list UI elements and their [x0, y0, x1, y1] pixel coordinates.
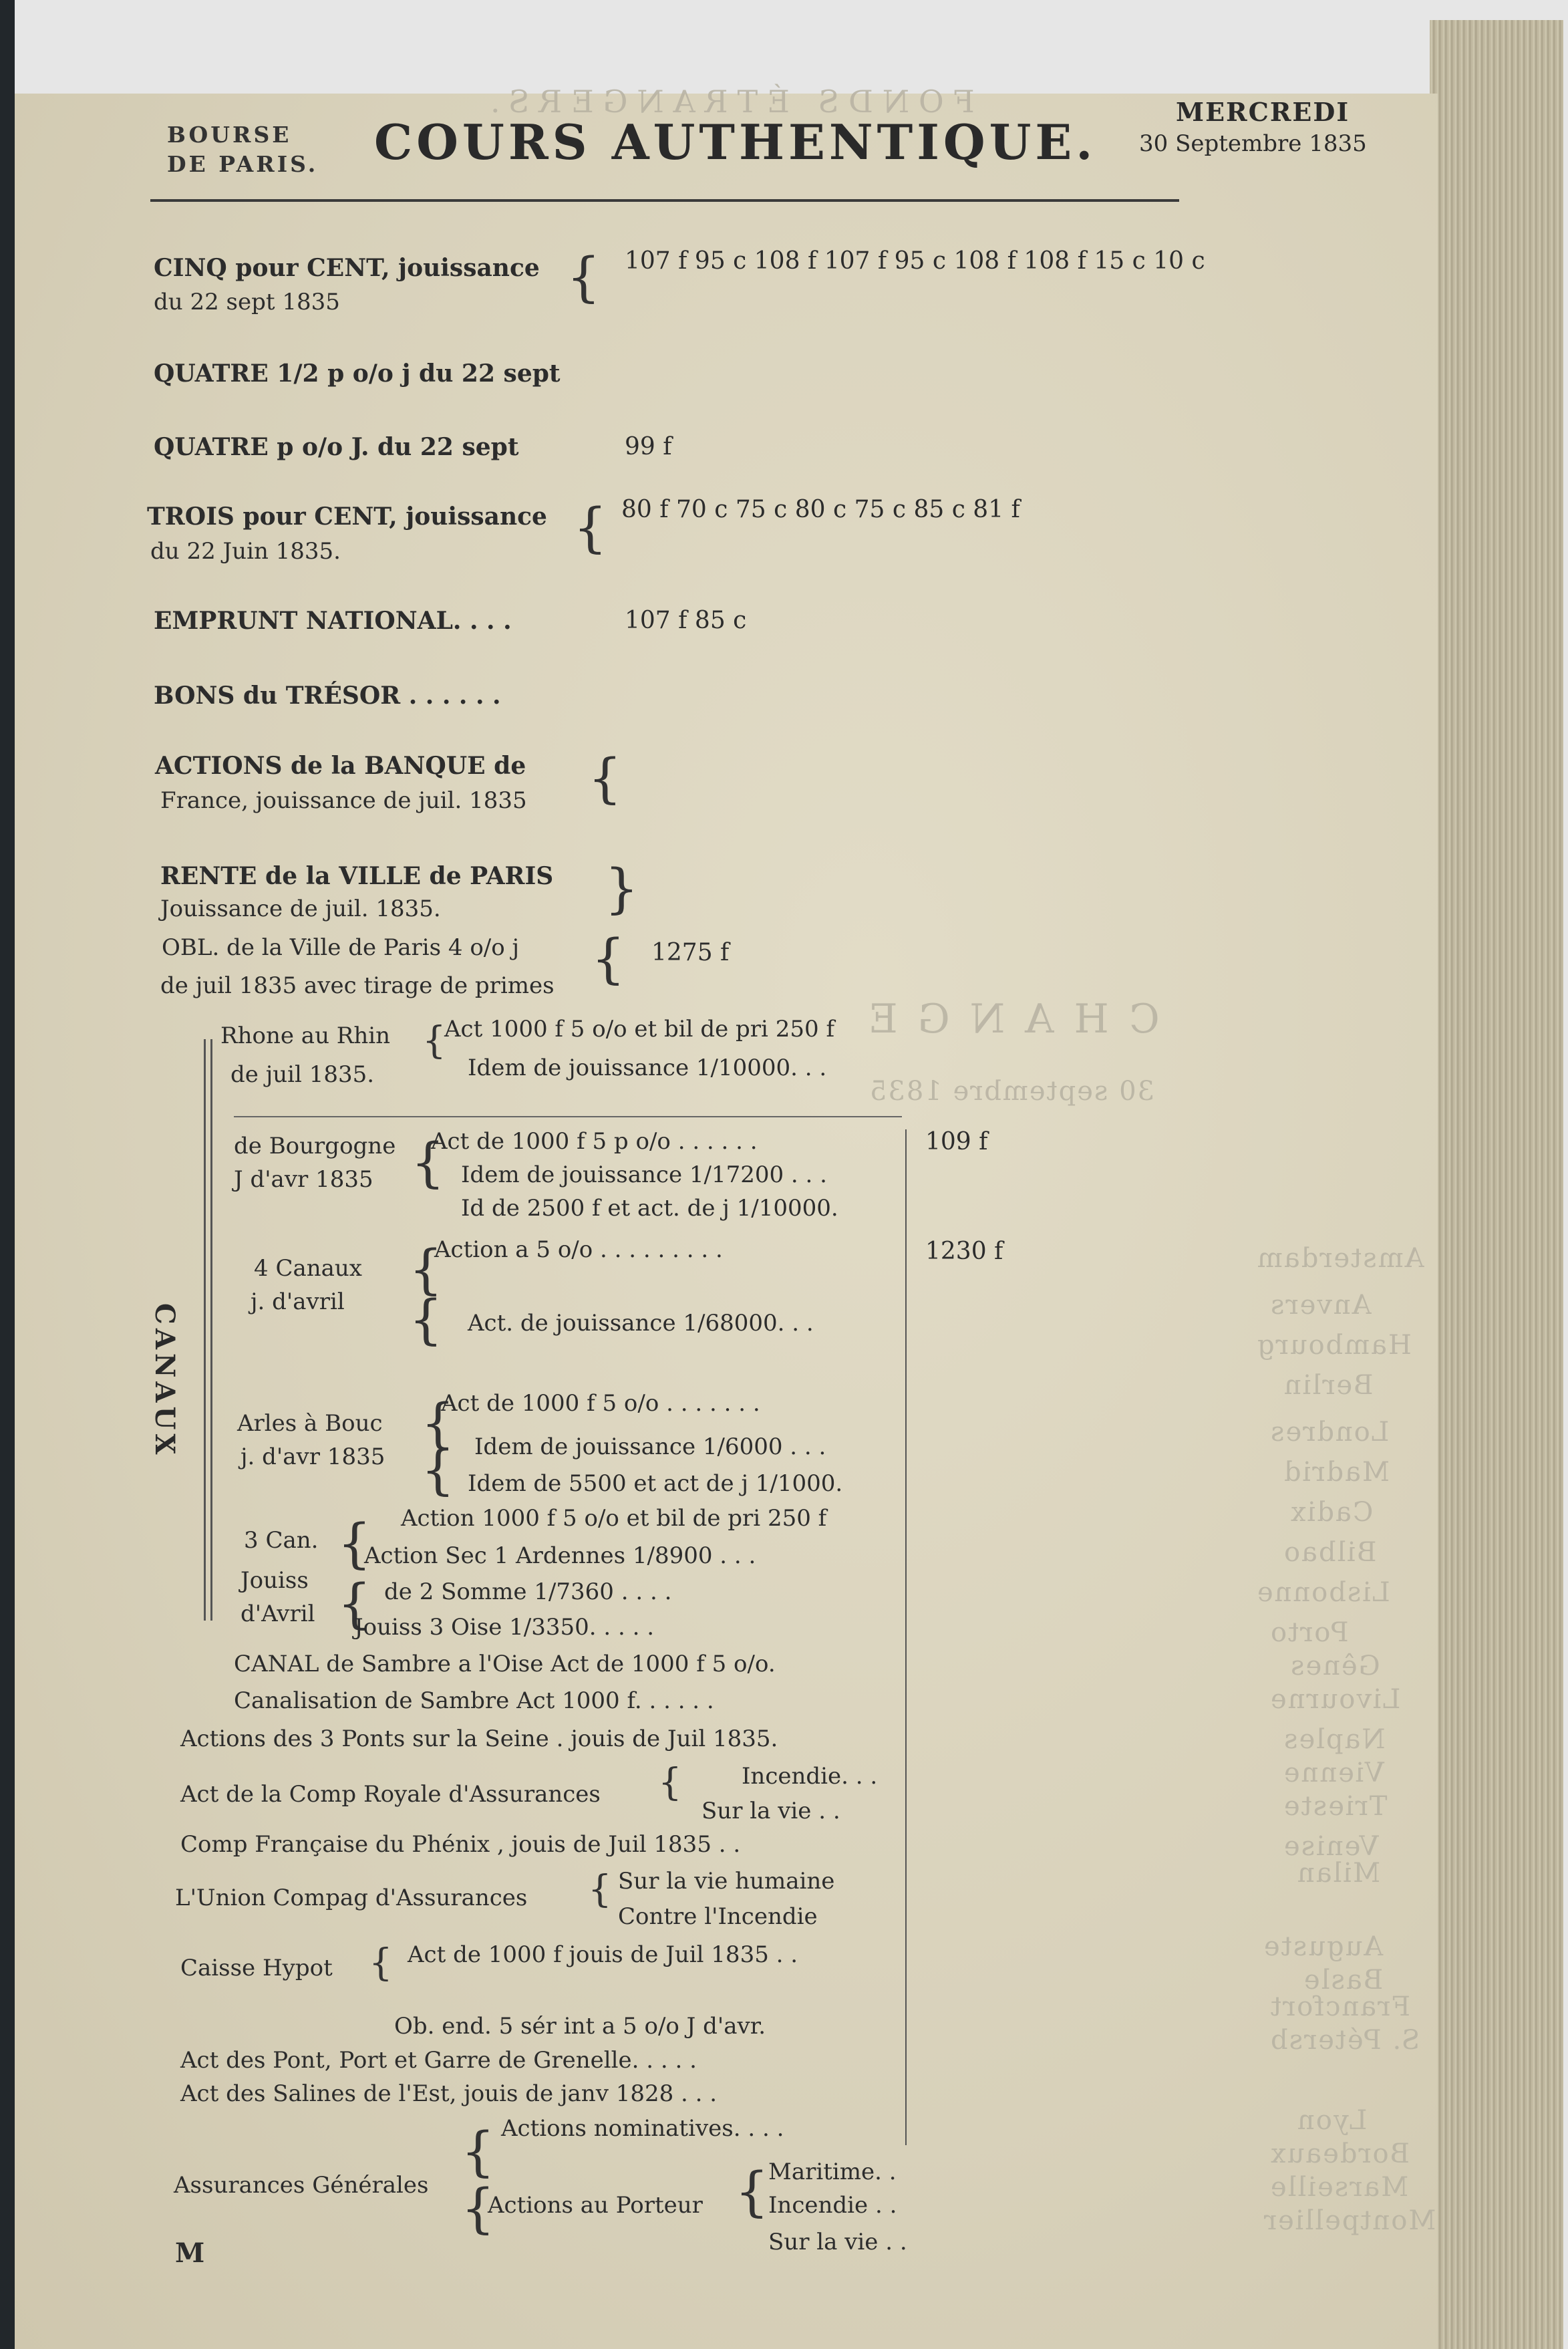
rente-row-5-prices: 107 f 85 c: [625, 607, 747, 634]
ghost-cities-24: Marseille: [1269, 2172, 1409, 2203]
canal-frame-left: [204, 1039, 206, 1621]
other-row-9: Act des Pont, Port et Garre de Grenelle. . . . .: [180, 2047, 697, 2074]
canal-rhone-sub: de juil 1835.: [230, 1061, 375, 1088]
ghost-cities-12: Livourne: [1269, 1684, 1401, 1715]
brace: {: [735, 2161, 769, 2223]
ghost-cities-6: Madrid: [1283, 1457, 1390, 1488]
ghost-cities-21: S. Pétersb: [1269, 2025, 1420, 2056]
other-row-12-sub-1: Incendie . .: [768, 2192, 897, 2219]
other-row-4-sub-2: Sur la vie . .: [701, 1798, 840, 1824]
canal-arles-sub: j. d'avr 1835: [241, 1443, 385, 1470]
brace: {: [409, 1288, 443, 1351]
ghost-cities-2: Anvers: [1269, 1290, 1372, 1321]
other-row-10: Act des Salines de l'Est, jouis de janv 1828 . . .: [180, 2080, 718, 2107]
canal-bourgogne-line-3: Id de 2500 f et act. de j 1/10000.: [461, 1195, 838, 1222]
other-row-6-sub-2: Contre l'Incendie: [618, 1903, 818, 1930]
ghost-cities-15: Trieste: [1283, 1791, 1388, 1822]
canal-bourgogne-price: 109 f: [925, 1128, 988, 1155]
canal-arles-line-2: Idem de jouissance 1/6000 . . .: [474, 1433, 826, 1460]
rente-row-4-sub: du 22 Juin 1835.: [150, 538, 341, 565]
other-row-12-sub-2: Sur la vie . .: [768, 2229, 907, 2255]
bourse-line-1: BOURSE: [167, 122, 292, 148]
other-row-12: Maritime. .: [768, 2159, 897, 2185]
brace: {: [588, 747, 622, 809]
ghost-cities-13: Naples: [1283, 1724, 1386, 1755]
rente-row-8-sub: Jouissance de juil. 1835.: [160, 895, 441, 922]
ghost-change-date: 30 septembre 1835: [869, 1076, 1155, 1107]
canal-bourgogne-name: de Bourgogne: [234, 1133, 396, 1159]
ghost-cities-5: Londres: [1269, 1417, 1390, 1447]
canal-trois-line-1: Action 1000 f 5 o/o et bil de pri 250 f: [401, 1505, 827, 1532]
rente-row-1-name: CINQ pour CENT, jouissance: [154, 254, 540, 282]
other-row-7-sub: Act de 1000 f jouis de Juil 1835 . .: [408, 1941, 798, 1968]
ghost-cities-17: Milan: [1296, 1858, 1381, 1889]
canal-frame-left-inner: [210, 1039, 212, 1621]
ghost-cities-1: Amsterdam: [1256, 1243, 1424, 1274]
brace: {: [573, 497, 607, 559]
canal-quatre-line-1: Action a 5 o/o . . . . . . . . .: [434, 1236, 723, 1263]
rente-row-4-prices: 80 f 70 c 75 c 80 c 75 c 85 c 81 f: [621, 496, 1020, 523]
rente-row-1-sub: du 22 sept 1835: [154, 289, 340, 315]
brace: {: [461, 2177, 495, 2239]
canal-bourgogne-sub: J d'avr 1835: [234, 1166, 373, 1193]
other-row-5: Comp Française du Phénix , jouis de Juil 1835 . .: [180, 1831, 741, 1858]
binding-spine: [0, 0, 15, 2349]
brace: {: [567, 246, 601, 308]
other-row-11: Assurances Générales: [174, 2172, 429, 2199]
header-rule: [150, 199, 1179, 202]
brace: {: [421, 1439, 455, 1501]
ghost-cities-9: Lisbonne: [1256, 1577, 1390, 1608]
page-title: COURS AUTHENTIQUE.: [374, 114, 1097, 170]
rente-row-4-name: TROIS pour CENT, jouissance: [147, 503, 547, 531]
rente-row-9-sub: de juil 1835 avec tirage de primes: [160, 972, 555, 999]
ghost-cities-3: Hambourg: [1256, 1330, 1412, 1361]
canal-side-label: CANAUX: [149, 1303, 180, 1459]
other-row-1: CANAL de Sambre a l'Oise Act de 1000 f 5 o/o.: [234, 1651, 776, 1677]
brace: {: [421, 1392, 455, 1454]
other-row-4: Act de la Comp Royale d'Assurances: [180, 1781, 601, 1808]
rente-row-9-name: OBL. de la Ville de Paris 4 o/o j: [162, 934, 520, 961]
other-row-6-sub-1: Sur la vie humaine: [618, 1868, 835, 1895]
ghost-cities-14: Vienne: [1283, 1758, 1384, 1788]
canal-trois-line-4: Jouiss 3 Oise 1/3350. . . . .: [354, 1614, 655, 1641]
ghost-cities-18: Auguste: [1263, 1931, 1384, 1962]
brace: {: [409, 1238, 443, 1300]
brace: {: [337, 1512, 371, 1574]
ghost-cities-25: Montpellier: [1263, 2205, 1436, 2236]
rente-row-6-name: BONS du TRÉSOR . . . . . .: [154, 682, 501, 710]
ghost-cities-7: Cadix: [1289, 1497, 1374, 1528]
canal-bourgogne-line-2: Idem de jouissance 1/17200 . . .: [461, 1161, 827, 1188]
brace: {: [658, 1761, 682, 1804]
canal-rhone-line-1: Act 1000 f 5 o/o et bil de pri 250 f: [444, 1016, 835, 1043]
ghost-cities-11: Gênes: [1289, 1651, 1380, 1681]
bourse-line-2: DE PARIS.: [167, 151, 319, 177]
price-col-line: [905, 1129, 907, 2145]
rente-row-5-name: EMPRUNT NATIONAL. . . .: [154, 607, 512, 635]
rente-row-2-name: QUATRE 1/2 p o/o j du 22 sept: [154, 360, 561, 388]
ghost-heading: FONDS ÉTRANGERS.: [481, 84, 975, 120]
ghost-cities-20: Francfort: [1269, 1991, 1410, 2022]
canal-quatre-price: 1230 f: [925, 1238, 1003, 1265]
other-row-3: Actions des 3 Ponts sur la Seine . jouis de Juil 1835.: [180, 1725, 778, 1752]
brace: }: [605, 857, 639, 920]
brace: {: [588, 1868, 612, 1911]
brace: {: [591, 928, 625, 990]
ghost-cities-4: Berlin: [1283, 1370, 1374, 1401]
rente-row-3-prices: 99 f: [625, 433, 672, 460]
ghost-cities-22: Lyon: [1296, 2105, 1368, 2136]
rente-row-7-sub: France, jouissance de juil. 1835: [160, 787, 527, 814]
rente-row-3-name: QUATRE p o/o J. du 22 sept: [154, 433, 519, 461]
header-day: MERCREDI: [1176, 97, 1350, 127]
canal-trois-line-3: de 2 Somme 1/7360 . . . .: [384, 1578, 672, 1605]
canal-quatre-line-2: Act. de jouissance 1/68000. . .: [468, 1310, 814, 1337]
ghost-cities-23: Bordeaux: [1269, 2138, 1410, 2169]
ghost-cities-19: Basle: [1303, 1965, 1384, 1995]
brace: {: [337, 1572, 371, 1635]
other-row-4-sub-1: Incendie. . .: [742, 1763, 878, 1790]
other-row-11-sub-2: Actions au Porteur: [488, 2192, 703, 2219]
other-row-2: Canalisation de Sambre Act 1000 f. . . . . .: [234, 1687, 714, 1714]
brace: {: [411, 1131, 445, 1194]
rente-row-1-prices: 107 f 95 c 108 f 107 f 95 c 108 f 108 f 15 c 10 c: [625, 247, 1205, 275]
canal-arles-line-3: Idem de 5500 et act de j 1/1000.: [468, 1470, 843, 1497]
rente-row-9-prices: 1275 f: [651, 939, 730, 966]
bottom-mark: M: [175, 2237, 205, 2269]
rente-row-8-name: RENTE de la VILLE de PARIS: [160, 862, 554, 890]
ghost-cities-8: Bilbao: [1283, 1537, 1377, 1568]
ghost-cities-16: Venise: [1283, 1831, 1379, 1862]
rente-row-7-name: ACTIONS de la BANQUE de: [155, 752, 526, 780]
canal-trois-sub: Jouiss d'Avril: [241, 1567, 315, 1627]
canal-arles-name: Arles à Bouc: [237, 1410, 383, 1437]
other-row-7: Caisse Hypot: [180, 1955, 333, 1981]
brace: {: [369, 1941, 393, 1985]
other-row-11-sub-1: Actions nominatives. . . .: [501, 2115, 784, 2142]
other-row-6: L'Union Compag d'Assurances: [175, 1885, 528, 1911]
canal-quatre-name: 4 Canaux: [254, 1255, 362, 1282]
brace: {: [461, 2120, 495, 2183]
ghost-cities-10: Porto: [1269, 1617, 1349, 1648]
bourse-label: [167, 120, 318, 179]
page-edges: [1430, 20, 1563, 2349]
other-row-8: Ob. end. 5 sér int a 5 o/o J d'avr.: [394, 2013, 766, 2040]
canal-bourgogne-line-1: Act de 1000 f 5 p o/o . . . . . .: [431, 1128, 758, 1155]
canal-trois-name: 3 Can.: [244, 1527, 319, 1554]
canal-arles-line-1: Act de 1000 f 5 o/o . . . . . . .: [441, 1390, 760, 1417]
canal-rhone-name: Rhone au Rhin: [220, 1022, 391, 1049]
canal-divider: [234, 1116, 902, 1117]
canal-quatre-sub: j. d'avril: [251, 1288, 345, 1315]
canal-rhone-line-2: Idem de jouissance 1/10000. . .: [468, 1055, 827, 1081]
ghost-change: CHANGE: [848, 996, 1160, 1043]
header-date: 30 Septembre 1835: [1139, 130, 1367, 157]
brace: {: [422, 1019, 446, 1063]
canal-trois-line-2: Action Sec 1 Ardennes 1/8900 . . .: [364, 1542, 756, 1569]
